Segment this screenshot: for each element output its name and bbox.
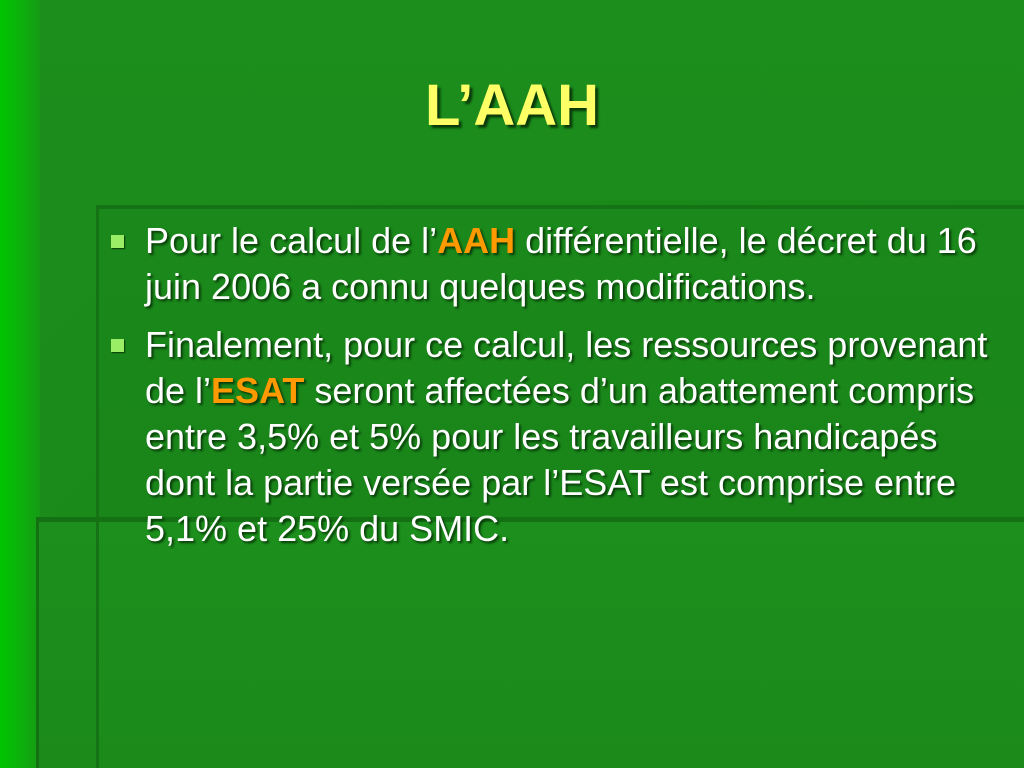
highlight-term: ESAT [211, 370, 305, 411]
bullet-list [108, 218, 988, 564]
square-bullet-icon [111, 339, 124, 352]
bullet-text-pre: Finalement, pour ce calcul, les ressources provenant de l’ [145, 324, 988, 411]
bullet-item [108, 218, 988, 310]
bullet-text-post: seront affectées d’un abattement compris entre 3,5% et 5% pour les travailleurs handicapés dont la partie versée par l’ESAT est comprise entre 5,1% et 25% du SMIC. [145, 370, 975, 549]
bullet-text-post: différentielle, le décret du 16 juin 2006 a connu quelques modifications. [145, 220, 977, 307]
bullet-text-pre: Pour le calcul de l’ [145, 220, 438, 261]
bullet-item [108, 322, 988, 552]
slide-title: L’AAH [425, 73, 599, 138]
lower-panel-divider [96, 522, 99, 768]
highlight-term: AAH [437, 220, 516, 261]
square-bullet-icon [111, 235, 124, 248]
